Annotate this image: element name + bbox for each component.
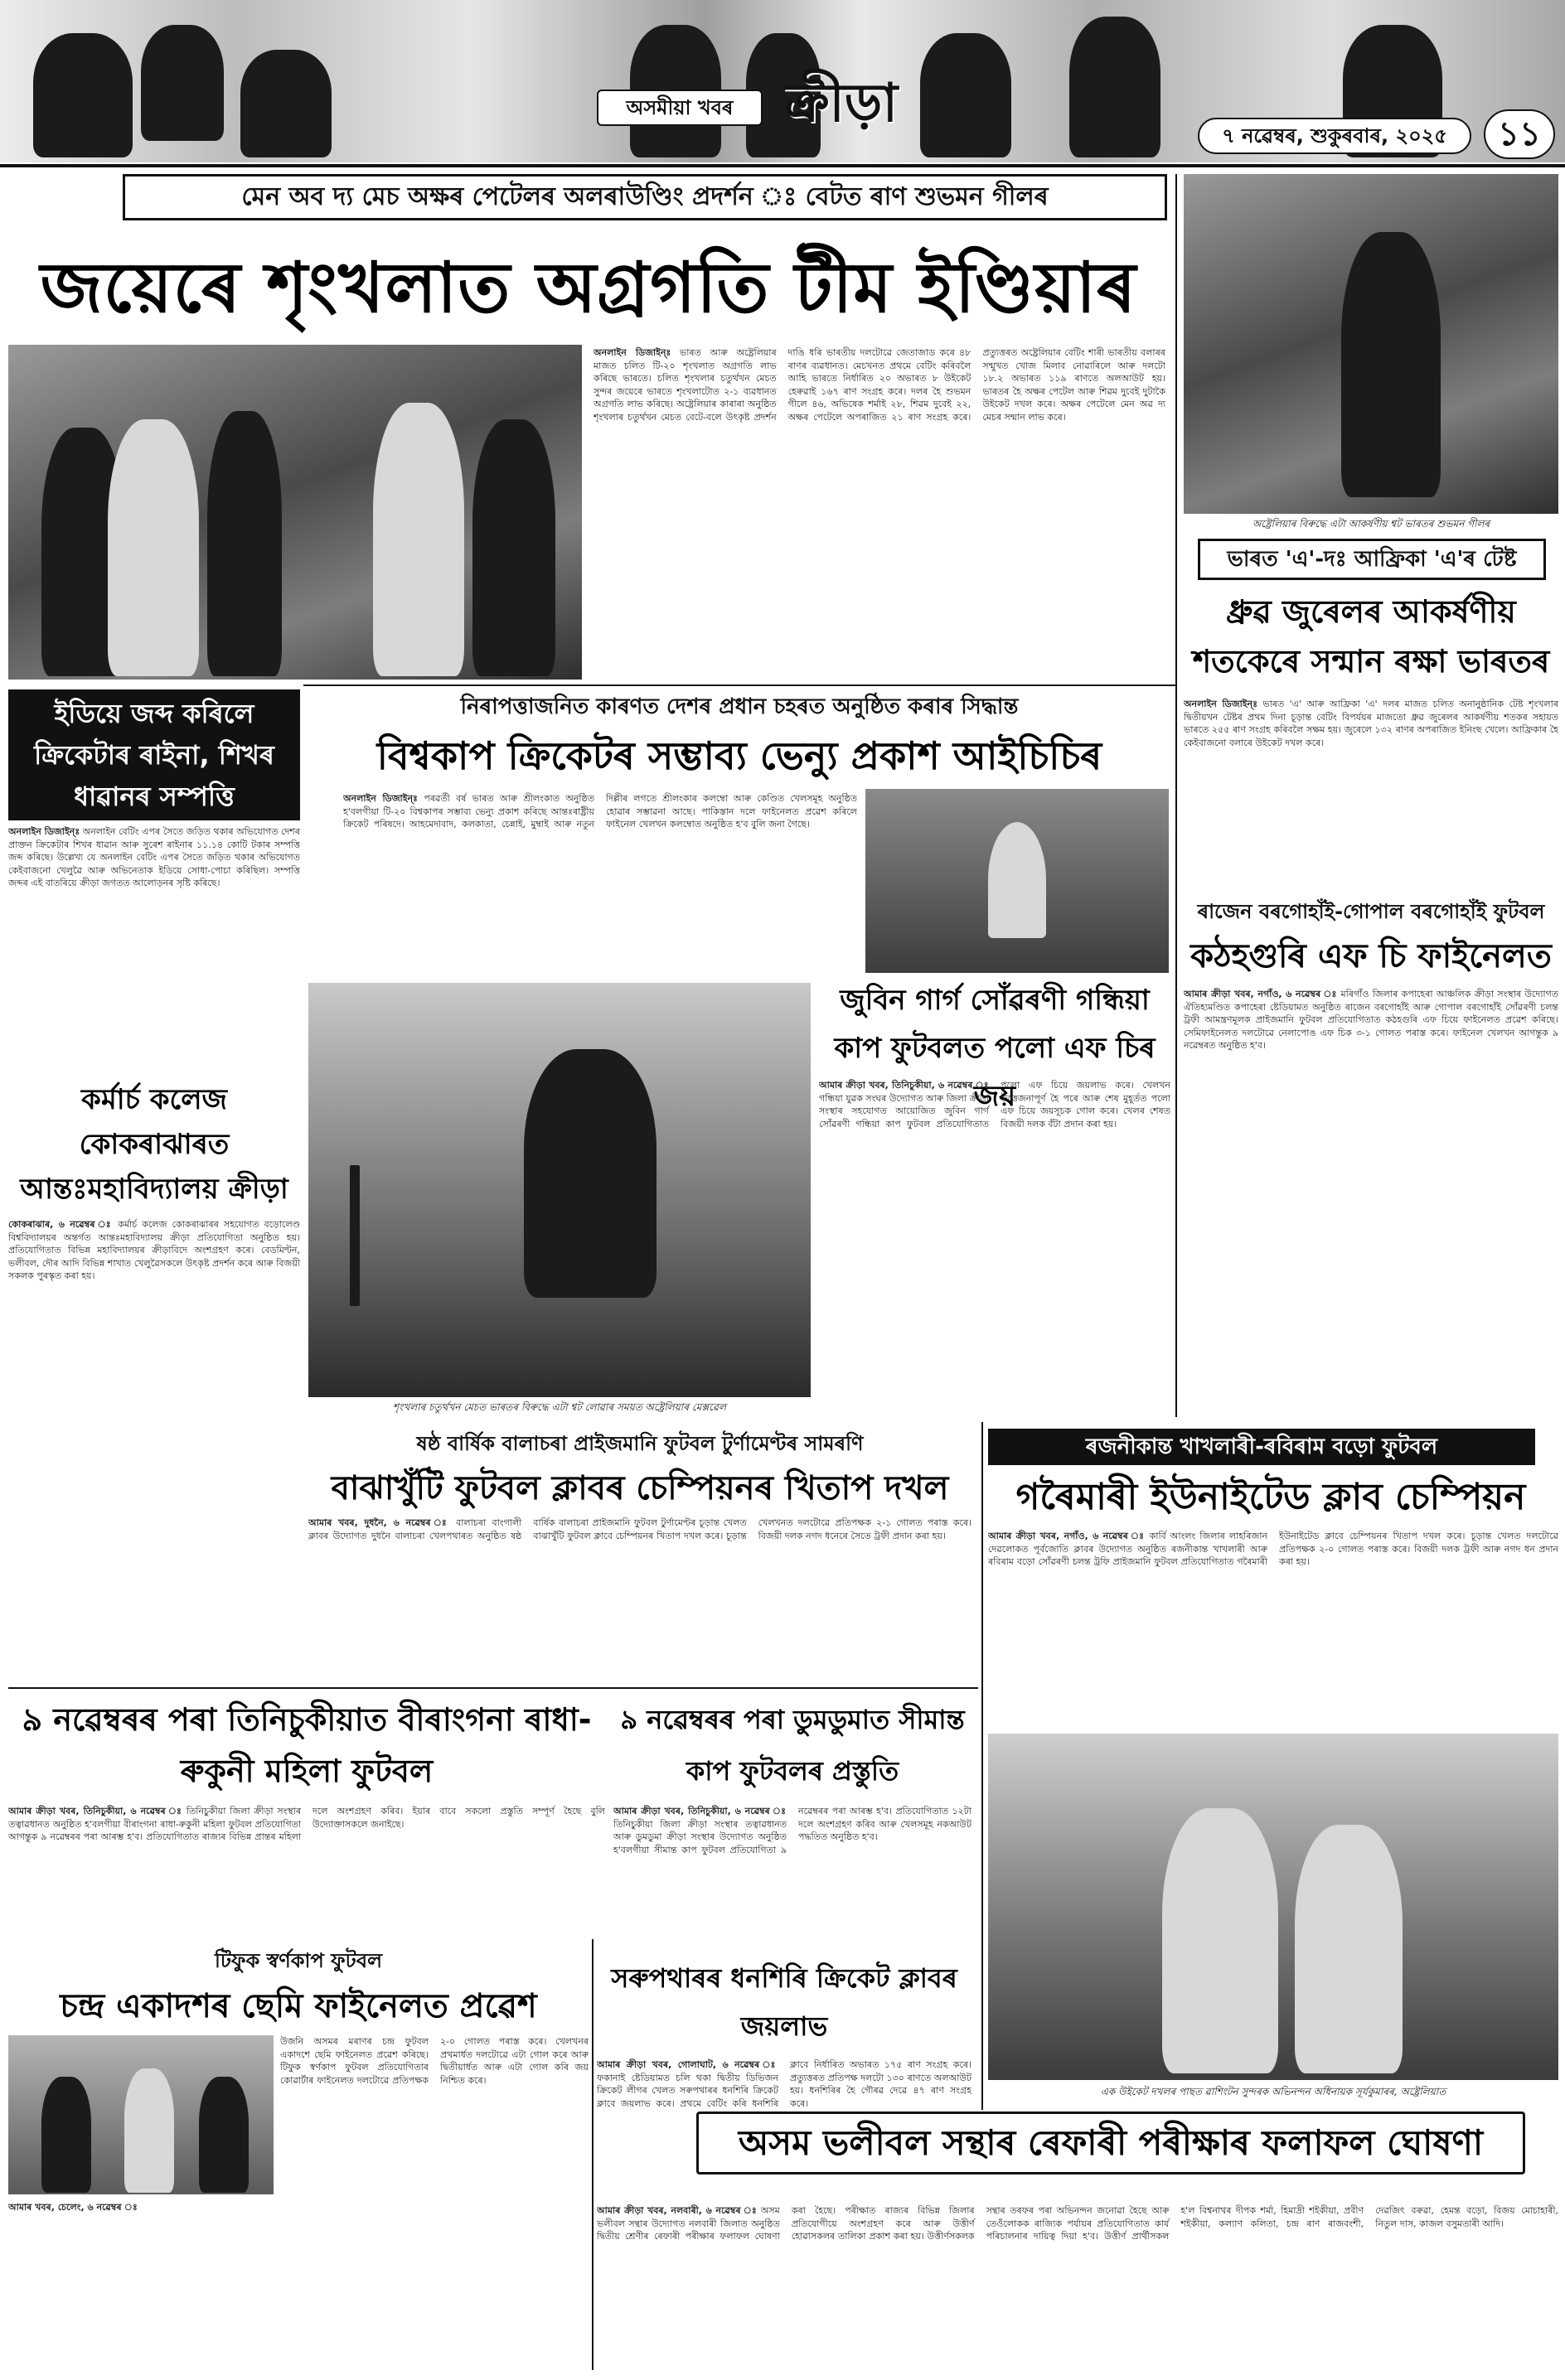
tifuk-text-a: উজনি অসমৰ মৰাণৰ চন্দ্ৰ ফুটবল একাদশে ছেমি ফাইনেলত প্ৰৱেশ কৰিছে। টিফুক স্বৰ্ণকাপ ফুটবল প্ৰতিযোগিতাৰ কোৱাৰ্টাৰ ফাইনেলত দলটোৱে প্ৰতিপক্ষক ২-০ গোলত পৰাস্ত কৰে। খেলখনৰ প্ৰথমাৰ্ধত দলটোৱে এটা গোল কৰে আৰু দ্বিতীয়াৰ্ধত আৰু এটা গোল কৰি জয় নিশ্চিত কৰে। (280, 2036, 589, 2086)
column-divider (592, 1939, 594, 2370)
raina-dateline: অনলাইন ডিজাইন্ঃ (8, 826, 80, 837)
kathguri-text: মৰিগাঁও জিলাৰ কপাহেৰা আঞ্চলিক ক্ৰীড়া সংস্থাৰ উদ্যোগত ঐতিহ্যমণ্ডিত কপাহেৰা ষ্টেডিয়ামত অনুষ্ঠিত ৰাজেন বৰগোহাঁই আৰু গোপাল বৰগোহাঁই সোঁৱৰণী চলন্ত ট্ৰফী আমন্ত্ৰণমূলক প্ৰাইজমানি ফুটবল প্ৰতিযোগিতাত কঠহগুৰি এফ চিয়ে ফাইনেলত প্ৰৱেশ কৰিছে। সেমিফাইনেলত দলটোৱে নেলাপোঙ এফ চিক ৩-১ গোলত পৰাস্ত কৰে। ফাইনেল খেলখন আগন্তুক ৯ নৱেম্বৰত অনুষ্ঠিত হ'ব। (1184, 989, 1558, 1051)
maxwell-photo (308, 983, 811, 1397)
test-tag: ভাৰত 'এ'-দঃ আফ্ৰিকা 'এ'ৰ টেষ্ট (1198, 539, 1546, 580)
zubeen-text: গন্ধিয়া যুৱক সংঘৰ উদ্যোগত আৰু জিলা ক্ৰীড়া সংস্থাৰ সহযোগত আয়োজিত জুবিন গাৰ্গ সোঁৱৰণী গন্ধিয়া কাপ ফুটবল প্ৰতিযোগিতাত পলো এফ চিয়ে জয়লাভ কৰে। খেলখন উত্তেজনাপূৰ্ণ হৈ পৰে আৰু শেষ মুহূৰ্তত পলো এফ চিয়ে জয়সূচক গোল কৰে। খেলৰ শেষত বিজয়ী দলক বঁটা প্ৰদান কৰা হয়। (819, 1080, 1170, 1130)
zubeen-dateline: আমাৰ ক্ৰীড়া খবৰ, তিনিচুকীয়া, ৬ নৱেম্বৰ ঃ (819, 1080, 989, 1091)
garomari-dateline: আমাৰ ক্ৰীড়া খবৰ, নগাঁও, ৬ নৱেম্বৰ ঃ (988, 1531, 1146, 1541)
dhanshiri-headline: সৰুপথাৰৰ ধনশিৰি ক্ৰিকেট ক্লাবৰ জয়লাভ (611, 1962, 957, 2042)
tifuk-body-lower (8, 2201, 589, 2372)
balachara-dateline: আমাৰ খবৰ, দুধনৈ, ৬ নৱেম্বৰ ঃ (308, 1517, 450, 1528)
maxwell-caption: শৃংখলাৰ চতুৰ্থখন মেচত ভাৰতৰ বিৰুদ্ধে এটা শ্বট লোৱাৰ সময়ত অষ্ট্ৰেলিয়াৰ মেক্সৱেল (393, 1401, 726, 1413)
birangana-dateline: আমাৰ ক্ৰীড়া খবৰ, তিনিচুকীয়া, ৬ নৱেম্বৰ ঃ (8, 1806, 183, 1816)
column-divider (981, 1422, 983, 2110)
dumdooma-body (613, 1805, 971, 1951)
lead-photo (8, 345, 582, 680)
worldcup-text: পৰৱৰ্তী বৰ্ষ ভাৰত আৰু শ্ৰীলংকাত অনুষ্ঠিত হ'বলগীয়া টি-২০ বিশ্বকাপৰ সম্ভাব্য ভেন্যু প্ৰকাশ কৰিছে আন্তঃৰাষ্ট্ৰীয় ক্ৰিকেট পৰিষদে। আহমেদাবাদ, কলকাতা, চেন্নাই, মুম্বাই আৰু নতুন দিল্লীৰ লগতে শ্ৰীলংকাৰ কলম্বো আৰু কেণ্ডিত খেলসমূহ অনুষ্ঠিত হোৱাৰ সম্ভাৱনা আছে। পাকিস্তান দলে ফাইনেলত প্ৰৱেশ কৰিলে ফাইনেল খেলখন কলম্বোত অনুষ্ঠিত হ'ব বুলি জনা গৈছে। (343, 793, 857, 830)
worldcup-body (343, 792, 857, 975)
sundar-caption: এক উইকেট দখলৰ পাছত ৱাশিংটন সুন্দৰক অভিনন্দন অধিনায়ক সূৰ্যকুমাৰৰ, অষ্ট্ৰেলিয়াত (1100, 2086, 1446, 2097)
zubeen-headline: জুবিন গাৰ্গ সোঁৱৰণী গন্ধিয়া কাপ ফুটবলত পলো এফ চিৰ জয় (834, 984, 1156, 1113)
raina-body (8, 825, 300, 1074)
lead-side-photo (1184, 174, 1558, 514)
masthead-rule (0, 164, 1565, 167)
test-headline: ধ্ৰুৱ জুৰেলৰ আকৰ্ষণীয় শতকেৰে সন্মান ৰক্ষা ভাৰতৰ (1192, 593, 1550, 680)
worldcup-headline: বিশ্বকাপ ক্ৰিকেটৰ সম্ভাব্য ভেন্যু প্ৰকাশ আইচিচিৰ (376, 733, 1102, 778)
masthead (0, 0, 1565, 166)
test-body (1184, 698, 1558, 890)
lead-dateline: অনলাইন ডিজাইন্ঃ (594, 347, 671, 358)
dumdooma-text: তিনিচুকীয়া জিলা ক্ৰীড়া সংস্থাৰ তত্বাৱধানত আৰু ডুমডুমা ক্ৰীড়া সংস্থাৰ উদ্যোগত অনুষ্ঠিত হ'বলগীয়া সীমান্ত কাপ ফুটবল প্ৰতিযোগিতা ৯ নৱেম্বৰৰ পৰা আৰম্ভ হ'ব। প্ৰতিযোগিতাত ১২টা দলে অংশগ্ৰহণ কৰিব আৰু খেলসমূহ নকআউট পদ্ধতিত অনুষ্ঠিত হ'ব। (613, 1806, 971, 1855)
volleyball-dateline: আমাৰ ক্ৰীড়া খবৰ, নলবাৰী, ৬ নৱেম্বৰ ঃ (597, 2205, 758, 2216)
balachara-kicker: ষষ্ঠ বাৰ্ষিক বালাচৰা প্ৰাইজমানি ফুটবল টুৰ্ণামেণ্টৰ সামৰণি (416, 1432, 864, 1455)
issue-date: ৭ নৱেম্বৰ, শুকুৰবাৰ, ২০২৫ (1198, 118, 1471, 154)
tifuk-photo (8, 2035, 274, 2194)
test-text: ভাৰত 'এ' আৰু আফ্ৰিকা 'এ' দলৰ মাজত চলিত অনানুষ্ঠানিক টেষ্ট শৃংখলাৰ দ্বিতীয়খন টেষ্টৰ প্ৰথম দিনা চূড়ান্ত বেটিং বিপৰ্যয়ৰ মাজতো ধ্ৰুৱ জুৰেলৰ আকৰ্ষণীয় শতকৰ সহায়ত ভাৰতে ২৫৫ ৰাণ সংগ্ৰহ কৰিবলৈ সক্ষম হয়। জুৰেলে ১৩২ ৰাণৰ অপৰাজিত ইনিংছ খেলে। আফ্ৰিকাৰ হৈ কেইবাজনো বলাৰে উইকেট দখল কৰে। (1184, 699, 1558, 748)
tifuk-dateline: আমাৰ খবৰ, চেলেং, ৬ নৱেম্বৰ ঃ (8, 2202, 138, 2213)
dumdooma-headline: ৯ নৱেম্বৰৰ পৰা ডুমডুমাত সীমান্ত কাপ ফুটবলৰ প্ৰস্তুতি (620, 1704, 965, 1787)
dhanshiri-dateline: আমাৰ ক্ৰীড়া খবৰ, গোলাঘাট, ৬ নৱেম্বৰ ঃ (597, 2059, 778, 2070)
zubeen-body (819, 1079, 1170, 1427)
tifuk-kicker: টিফুক স্বৰ্ণকাপ ফুটবল (214, 1949, 382, 1972)
column-divider (8, 1687, 978, 1689)
section-title: ক্ৰীড়া (784, 72, 899, 134)
garomari-kicker: ৰজনীকান্ত খাখলাৰী-ৰবিৰাম বড়ো ফুটবল (988, 1429, 1535, 1465)
balachara-headline: বাঝাখুঁটি ফুটবল ক্লাবৰ চেম্পিয়নৰ খিতাপ দখল (331, 1469, 949, 1507)
kokrajhar-body (8, 1218, 300, 1467)
dhanshiri-text: ফকানাই ষ্টেডিয়ামত চলি থকা দ্বিতীয় ডিভিজন ক্ৰিকেট লীগৰ খেলত সৰুপথাৰৰ ধনশিৰি ক্ৰিকেট ক্লাবে জয়লাভ কৰে। প্ৰথমে বেটিং কৰি ধনশিৰি ক্লাবে নিৰ্ধাৰিত অভাৰত ১৭৫ ৰাণ সংগ্ৰহ কৰে। প্ৰত্যুত্তৰত প্ৰতিপক্ষ দলটো ১৩০ ৰাণতে অলআউট হয়। ধনশিৰিৰ হৈ গৌৰৱ দেৱে ৪৭ ৰাণ সংগ্ৰহ কৰে। (597, 2059, 971, 2109)
lead-kicker: মেন অব দ্য মেচ অক্ষৰ পেটেলৰ অলৰাউণ্ডিং প্ৰদৰ্শন ঃ বেটত ৰাণ শুভমন গীলৰ (123, 174, 1167, 220)
balachara-text: বালাচৰা বাংগালী ক্লাবৰ উদ্যোগত দুধনৈ বালাচৰা খেলপথাৰত অনুষ্ঠিত ষষ্ঠ বাৰ্ষিক বালাচৰা প্ৰাইজমানি ফুটবল টুৰ্ণামেণ্টৰ চূড়ান্ত খেলত বাঝাখুঁটি ফুটবল ক্লাবে চেম্পিয়নৰ খিতাপ দখল কৰে। চূড়ান্ত খেলখনত দলটোৱে প্ৰতিপক্ষক ২-১ গোলত পৰাস্ত কৰে। বিজয়ী দলক নগদ ধনেৰে সৈতে ট্ৰফী প্ৰদান কৰা হয়। (308, 1517, 971, 1541)
lead-side-caption: অষ্ট্ৰেলিয়াৰ বিৰুদ্ধে এটা আকৰ্ষণীয় শ্বট ভাৰতৰ শুভমন গীলৰ (1252, 518, 1490, 530)
sundar-photo (988, 1734, 1558, 2080)
worldcup-dateline: অনলাইন ডিজাইন্ঃ (343, 793, 418, 804)
raina-headline: ইডিয়ে জব্দ কৰিলে ক্ৰিকেটাৰ ৰাইনা, শিখৰ ধাৱানৰ সম্পত্তি (8, 689, 300, 820)
kathguri-kicker: ৰাজেন বৰগোহাঁই-গোপাল বৰগোহাঁই ফুটবল (1197, 900, 1545, 923)
raina-text: অনলাইন বেটিং এপৰ সৈতে জড়িত থকাৰ অভিযোগত দেশৰ প্ৰাক্তন ক্ৰিকেটাৰ শিখৰ ধাৱান আৰু সুৰেশ ৰাইনাৰ ১১.১৪ কোটি টকাৰ সম্পত্তি জব্দ কৰিছে। উল্লেখ্য যে অনলাইন বেটিং এপৰ সৈতে জড়িত থকাৰ অভিযোগত কেইবাজনো খেলুৱৈ আৰু অভিনেতাক ইডিয়ে সোধা-পোচা কৰিছিল। সম্পত্তি জব্দৰ এই বাতৰিয়ে ক্ৰীড়া জগতত আলোড়নৰ সৃষ্টি কৰিছে। (8, 826, 300, 888)
dumdooma-dateline: আমাৰ ক্ৰীড়া খবৰ, তিনিচুকীয়া, ৬ নৱেম্বৰ ঃ (613, 1806, 787, 1816)
birangana-body (8, 1805, 605, 1941)
garomari-body (988, 1530, 1558, 1729)
volleyball-body (597, 2204, 1558, 2373)
kokrajhar-dateline: কোকৰাঝাৰ, ৬ নৱেম্বৰ ঃ (8, 1219, 114, 1230)
tifuk-body (280, 2035, 589, 2196)
column-divider (1175, 174, 1177, 1417)
kathguri-dateline: আমাৰ ক্ৰীড়া খবৰ, নগাঁও, ৬ নৱেম্বৰ ঃ (1184, 989, 1338, 999)
column-divider (303, 684, 1175, 686)
kathguri-body (1184, 988, 1558, 1419)
worldcup-kicker: নিৰাপত্তাজনিত কাৰণত দেশৰ প্ৰধান চহৰত অনুষ্ঠিত কৰাৰ সিদ্ধান্ত (460, 694, 1019, 719)
balachara-body (308, 1517, 971, 1679)
kokrajhar-headline: কৰ্মাৰ্চ কলেজ কোকৰাঝাৰত আন্তঃমহাবিদ্যালয় ক্ৰীড়া (20, 1083, 288, 1206)
garomari-text: কাৰ্বি আংলং জিলাৰ লাহৰিজান দেৱলোকত পূৰ্বজোতি ক্লাবৰ উদ্যোগত অনুষ্ঠিত ৰজনীকান্ত খাখলাৰী আৰু ৰবিৰাম বড়ো সোঁৱৰণী চলন্ত ট্ৰফি প্ৰাইজমানি ফুটবল প্ৰতিযোগিতাত গৰৈমাৰী ইউনাইটেড ক্লাবে চেম্পিয়নৰ খিতাপ দখল কৰে। চূড়ান্ত খেলত দলটোৱে প্ৰতিপক্ষক ২-০ গোলত পৰাস্ত কৰে। বিজয়ী দলক ট্ৰফী আৰু নগদ ধন প্ৰদান কৰা হয়। (988, 1531, 1558, 1567)
lead-headline: জয়েৰে শৃংখলাত অগ্ৰগতি টীম ইণ্ডিয়াৰ (40, 247, 1137, 328)
tifuk-headline: চন্দ্ৰ একাদশৰ ছেমি ফাইনেলত প্ৰৱেশ (60, 1987, 537, 2025)
worldcup-trophy-photo (865, 789, 1169, 973)
volleyball-text: অসম ভলীবল সন্থাৰ উদ্যোগত নলবাৰী জিলাত অনুষ্ঠিত দ্বিতীয় শ্ৰেণীৰ ৰেফাৰী পৰীক্ষাৰ ফলাফল ঘোষণা কৰা হৈছে। পৰীক্ষাত ৰাজ্যৰ বিভিন্ন জিলাৰ প্ৰতিযোগীয়ে অংশগ্ৰহণ কৰে আৰু উত্তীৰ্ণ হোৱাসকলৰ তালিকা প্ৰকাশ কৰা হয়। উত্তীৰ্ণসকলক সন্থাৰ তৰফৰ পৰা অভিনন্দন জনোৱা হৈছে আৰু তেওঁলোকক ৰাজ্যিক পৰ্যায়ৰ প্ৰতিযোগিতাত কাৰ্য পৰিচালনাৰ দায়িত্ব দিয়া হ'ব। উত্তীৰ্ণ প্ৰাৰ্থীসকল হ'ল বিশ্বনাথৰ দীপক শৰ্মা, হিমাদ্ৰী শইকীয়া, প্ৰবীণ শইকীয়া, কল্যাণ কলিতা, চন্দ্ৰ ৰাণ ৰাজবংশী, দেৱজিৎ বৰুৱা, হেমন্ত বড়ো, বিজয় মোচাহাৰী, নিতুল দাস, কাজল বসুমতাৰী আদি। (597, 2205, 1558, 2242)
garomari-headline: গৰৈমাৰী ইউনাইটেড ক্লাব চেম্পিয়ন (1015, 1476, 1526, 1518)
kathguri-headline: কঠহগুৰি এফ চি ফাইনেলত (1190, 937, 1552, 975)
birangana-headline: ৯ নৱেম্বৰৰ পৰা তিনিচুকীয়াত বীৰাংগনা ৰাধা-ৰুকুনী মহিলা ফুটবল (22, 1701, 592, 1789)
volleyball-headline: অসম ভলীবল সন্থাৰ ৰেফাৰী পৰীক্ষাৰ ফলাফল ঘোষণা (696, 2112, 1525, 2174)
brand-logo: অসমীয়া খবৰ (597, 89, 763, 126)
birangana-text: তিনিচুকীয়া জিলা ক্ৰীড়া সংস্থাৰ তত্বাৱধানত অনুষ্ঠিত হ'বলগীয়া বীৰাংগনা ৰাধা-ৰুকুনী মহিলা ফুটবল প্ৰতিযোগিতা আগন্তুক ৯ নৱেম্বৰৰ পৰা আৰম্ভ হ'ব। প্ৰতিযোগিতাত ৰাজ্যৰ বিভিন্ন প্ৰান্তৰ মহিলা দলে অংশগ্ৰহণ কৰিব। ইয়াৰ বাবে সকলো প্ৰস্তুতি সম্পূৰ্ণ হৈছে বুলি উদ্যোক্তাসকলে জনাইছে। (8, 1806, 605, 1842)
lead-body (594, 346, 1165, 678)
page-number: ১১ (1484, 109, 1555, 159)
test-dateline: অনলাইন ডিজাইন্ঃ (1184, 699, 1257, 709)
kokrajhar-text: কৰ্মাৰ্চ কলেজ কোকৰাঝাৰৰ সহযোগত বড়োলেণ্ড বিশ্ববিদ্যালয়ৰ অন্তৰ্গত আন্তঃমহাবিদ্যালয় ক্ৰীড়া প্ৰতিযোগিতা অনুষ্ঠিত হয়। প্ৰতিযোগিতাত বিভিন্ন মহাবিদ্যালয়ৰ ক্ৰীড়াবিদে অংশগ্ৰহণ কৰে। বেডমিণ্টন, ভলীবল, দৌৰ আদি বিভিন্ন শাখাত খেলুৱৈসকলে উৎকৃষ্ট প্ৰদৰ্শন কৰে আৰু বিজয়ী সকলক পুৰস্কৃত কৰা হয়। (8, 1219, 300, 1281)
lead-text: ভাৰত আৰু অষ্ট্ৰেলিয়াৰ মাজত চলিত টি-২০ শৃংখলাত অগ্ৰগতি লাভ কৰিছে ভাৰতে। চলিত শৃংখলাৰ চতুৰ্থখন মেচত সুন্দৰ জয়েৰে ভাৰতে শৃংখলাটোত ২-১ ব্যৱধানত অগ্ৰগতি লাভ কৰিছে। অষ্ট্ৰেলিয়াৰ কাৰাৰা অনুষ্ঠিত শৃংখলাৰ চতুৰ্থখন মেচত বেটে-বলে উৎকৃষ্ট প্ৰদৰ্শন দাঙি ধৰি ভাৰতীয় দলটোৱে জেতাজাড কৰে ৪৮ ৰাণৰ ব্যৱধানত। মেচখনত প্ৰথমে বেটিং কৰিবলৈ আহি ভাৰতে নিৰ্ধাৰিত ২০ অভাৰত ৮ উইকেট হেৰুৱাই ১৬৭ ৰাণ সংগ্ৰহ কৰে। দলৰ হৈ শুভমন গীলে ৪৬, অভিষেক শৰ্মাই ২৮, শিৱম দুবেই ২২, অক্ষৰ পেটেলে অপৰাজিত ২১ ৰাণ সংগ্ৰহ কৰে। প্ৰত্যুত্তৰত অষ্ট্ৰেলিয়াৰ বেটিং শাৰী ভাৰতীয় বলাৰৰ সন্মুখত খোজ মিলাব নোৱাৰিলে আৰু দলটো ১৮.২ অভাৰত ১১৯ ৰাণতে অলআউট হয়। ভাৰতৰ হৈ অক্ষৰ পেটেল আৰু শিৱম দুবেই দুটাকৈ উইকেট দখল কৰে। অক্ষৰ পেটেলে মেন অৱ দ্য মেচৰ সন্মান লাভ কৰে। (594, 347, 1165, 423)
